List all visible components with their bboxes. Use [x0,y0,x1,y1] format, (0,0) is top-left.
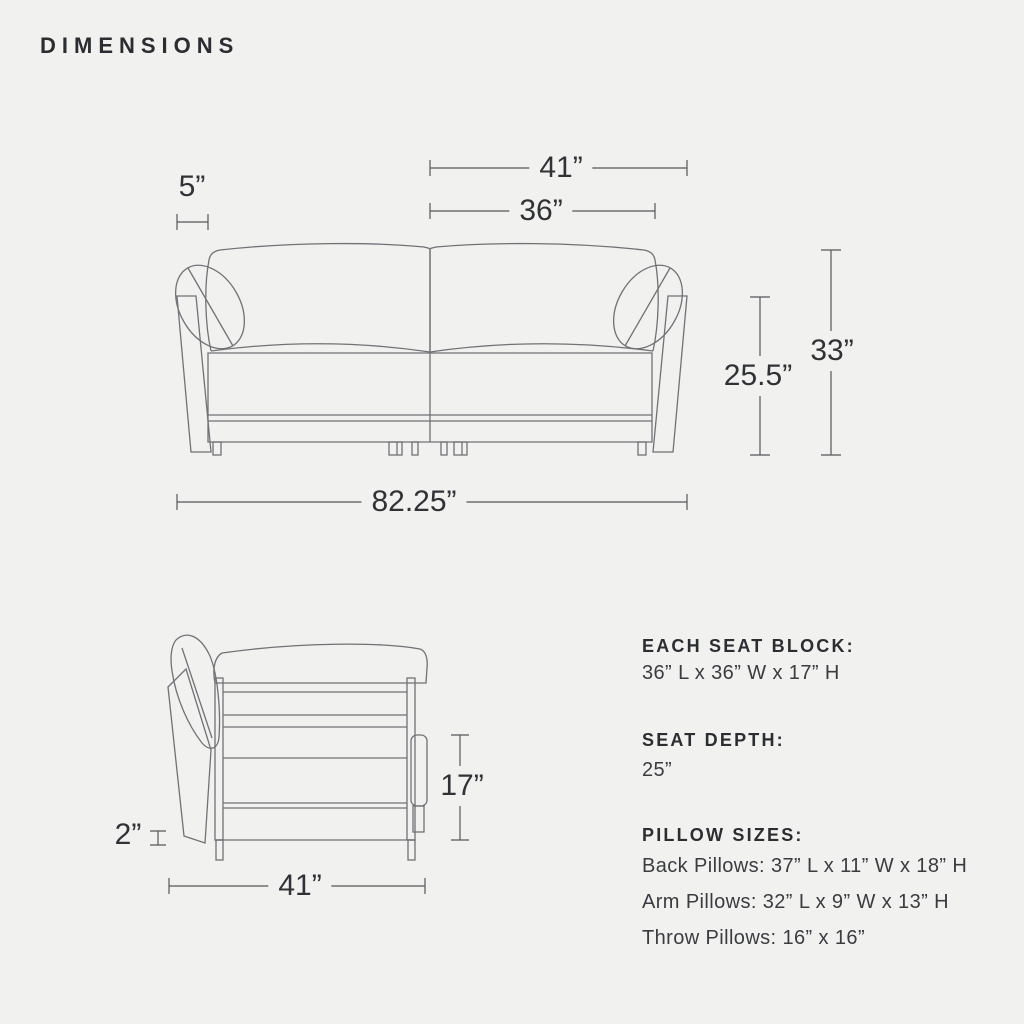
pillow-arm-line: Arm Pillows: 32” L x 9” W x 13” H [642,891,949,913]
dim-overall-height-label: 33” [803,331,860,371]
side-seat-edge-cushion [411,735,427,806]
seat-depth-value: 25” [642,759,673,781]
page-title: DIMENSIONS [40,33,240,58]
side-leg [216,840,223,860]
dim-seat-cushion-width-label: 36” [509,194,572,228]
side-arm-panel [168,669,211,843]
front-leg [454,442,467,455]
sofa-front-view [162,244,697,455]
front-right-seat-seam [430,344,653,352]
dim-arm-width-label: 5” [178,170,206,203]
side-leg [408,840,415,860]
seat-depth-heading: SEAT DEPTH: [642,730,785,750]
side-seat-cushion [214,644,427,683]
pillow-back-line: Back Pillows: 37” L x 11” W x 18” H [642,855,968,877]
front-leg [389,442,402,455]
front-right-back-cushion [430,244,658,351]
seat-block-value: 36” L x 36” W x 17” H [642,662,840,684]
dim-arm-width-line [177,214,208,230]
side-arm-pillow [171,635,219,748]
front-leg [213,442,221,455]
front-leg [441,442,447,455]
front-leg [638,442,646,455]
dim-seat-back-height-label: 25.5” [717,356,799,396]
dim-leg-height-label: 2” [114,818,142,851]
dim-seat-height-label: 17” [433,766,490,806]
pillow-throw-line: Throw Pillows: 16” x 16” [642,927,865,949]
dim-seat-block-width-label: 41” [529,151,592,185]
seat-block-heading: EACH SEAT BLOCK: [642,636,855,656]
front-leg [412,442,418,455]
pillow-sizes-heading: PILLOW SIZES: [642,825,804,845]
dim-leg-height-line [150,831,166,845]
front-left-seat-seam [211,344,430,352]
dim-overall-width-label: 82.25” [361,485,466,519]
side-arm-pillow-seam [182,648,212,738]
sofa-side-view [168,635,427,860]
dim-depth-label: 41” [268,869,331,903]
